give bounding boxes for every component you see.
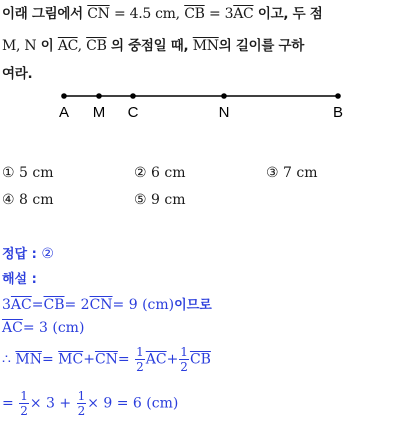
option-2[interactable]: ② 6 cm (134, 165, 186, 181)
option-5[interactable]: ⑤ 9 cm (134, 192, 186, 208)
denominator: 2 (180, 360, 188, 374)
option-3[interactable]: ③ 7 cm (266, 165, 318, 181)
equals: = (31, 297, 44, 313)
numerator: 1 (180, 345, 188, 359)
explanation-label: 해설 : (2, 272, 37, 287)
label-b: B (332, 104, 344, 121)
question-line-3: 여라. (2, 66, 33, 82)
segment-figure (0, 86, 400, 122)
point-m (96, 93, 102, 99)
explanation-line-3 (2, 346, 211, 373)
segment-cb: $\overline{CB}$ (189, 351, 211, 368)
question-text: 의 중점일 때, (110, 38, 189, 54)
fraction-half (179, 346, 189, 373)
tail-text: 이므로 (174, 298, 212, 313)
equals-coef: = 2 (64, 297, 90, 313)
segment-cn: $\overline{CN}$ (89, 297, 113, 313)
question-line-1 (2, 2, 322, 22)
answer-label: 정답 : (2, 247, 37, 262)
plus: + (166, 351, 179, 368)
points-mn: M, N (2, 38, 37, 54)
therefore-symbol: ∴ (2, 351, 11, 368)
result: × 9 = 6 (cm) (87, 395, 179, 412)
label-n: N (218, 104, 230, 121)
question-line-2 (2, 34, 304, 54)
value: = 3 (cm) (22, 320, 85, 336)
equals: = (41, 351, 54, 368)
point-n (221, 93, 227, 99)
segment-ac: $\overline{AC}$ (10, 297, 32, 313)
segment-mc: $\overline{MC}$ (58, 351, 84, 368)
value: = 9 (cm) (112, 297, 175, 313)
plus: + (83, 351, 95, 368)
question-text: 이고, 두 점 (257, 6, 323, 22)
fraction-half (135, 346, 145, 373)
explanation-line-1 (2, 294, 212, 313)
question-text: 의 길이를 구하 (218, 38, 304, 54)
segment-ac: $\overline{AC}$ (233, 6, 254, 22)
equals: = (117, 351, 130, 368)
segment-cn: $\overline{CN}$ (94, 351, 118, 368)
label-c: C (127, 104, 139, 121)
given-length: = 4.5 cm, (114, 6, 180, 22)
option-1[interactable]: ① 5 cm (2, 165, 54, 181)
label-m: M (92, 104, 106, 121)
fraction-half (19, 390, 29, 417)
numerator: 1 (77, 389, 86, 403)
segment-cb: $\overline{CB}$ (43, 297, 65, 313)
denominator: 2 (136, 360, 144, 374)
explanation-line-2 (2, 320, 84, 336)
numerator: 1 (136, 345, 144, 359)
comma: , (77, 38, 82, 54)
segment-ac: $\overline{AC}$ (2, 320, 23, 336)
numerator: 1 (20, 389, 28, 403)
product-term: × 3 + (29, 395, 72, 412)
denominator: 2 (77, 404, 86, 418)
answer (2, 243, 54, 262)
given-ratio: = 3 (209, 6, 234, 22)
question-text: 이래 그림에서 (2, 6, 83, 22)
segment-cn: $\overline{CN}$ (87, 6, 110, 22)
segment-ac: $\overline{AC}$ (57, 38, 78, 54)
point-a (61, 93, 67, 99)
fraction-half (77, 390, 87, 417)
segment-ac: $\overline{AC}$ (145, 351, 167, 368)
segment-cb: $\overline{CB}$ (184, 6, 205, 22)
equals: = (2, 395, 14, 412)
point-c (130, 93, 136, 99)
explanation-line-4 (2, 390, 178, 417)
answer-value: ② (41, 246, 54, 262)
point-b (335, 93, 341, 99)
denominator: 2 (20, 404, 28, 418)
coef: 3 (2, 297, 11, 313)
segment-cb: $\overline{CB}$ (86, 38, 107, 54)
segment-mn: $\overline{MN}$ (192, 38, 219, 54)
option-4[interactable]: ④ 8 cm (2, 192, 54, 208)
segment-mn: $\overline{MN}$ (15, 351, 42, 368)
label-a: A (58, 104, 70, 121)
question-text: 이 (40, 38, 54, 54)
